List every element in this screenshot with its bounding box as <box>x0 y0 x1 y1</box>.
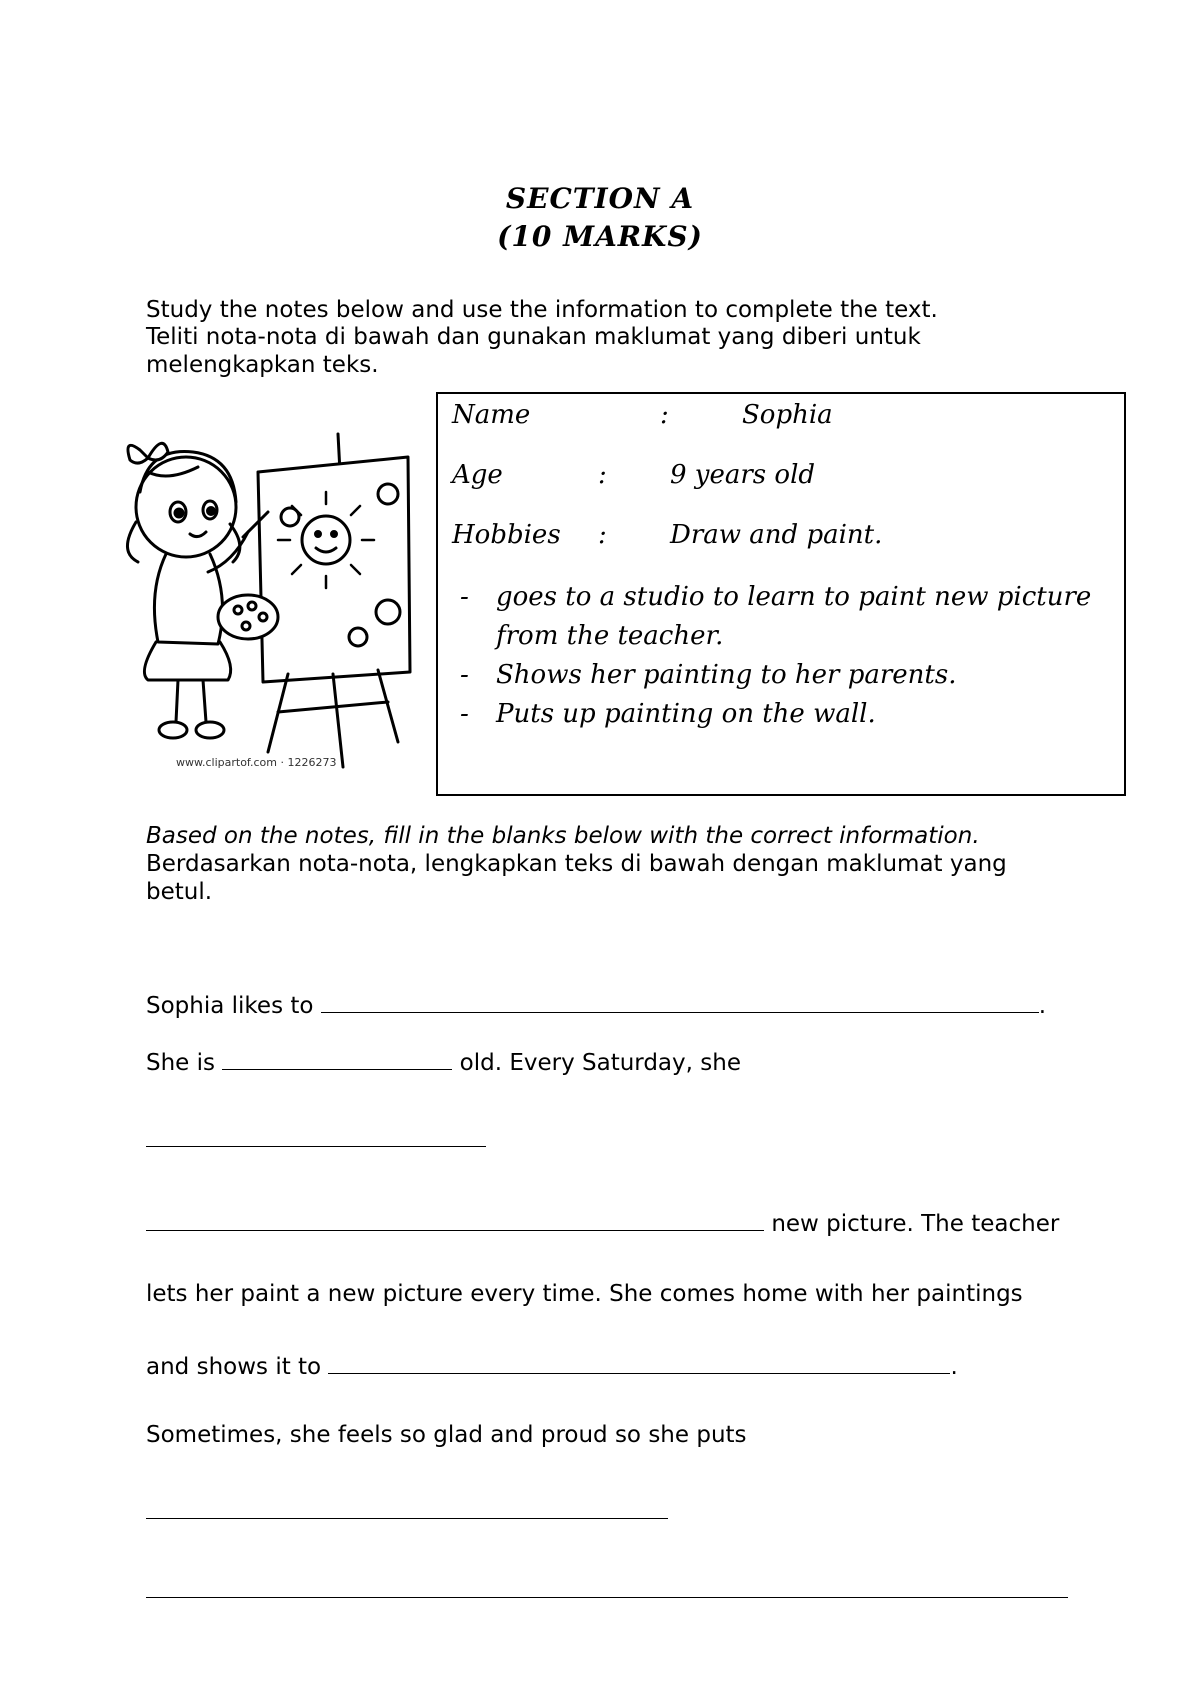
blank-hobby[interactable] <box>321 990 1039 1013</box>
age-label: Age <box>452 460 503 490</box>
name-value: Sophia <box>742 400 833 430</box>
hobbies-colon: : <box>598 520 607 550</box>
notes-box <box>436 392 1126 796</box>
bullet-dash: - <box>460 699 469 729</box>
passage-line-4 <box>146 1208 1059 1237</box>
passage-line-7: Sometimes, she feels so glad and proud so she puts <box>146 1422 747 1448</box>
passage-text: . <box>950 1354 958 1380</box>
blank-activity-part1[interactable] <box>146 1124 486 1147</box>
passage-text: Sophia likes to <box>146 993 314 1019</box>
passage-line-5: lets her paint a new picture every time. She comes home with her paintings <box>146 1281 1023 1307</box>
passage-text: and shows it to <box>146 1354 322 1380</box>
passage-text: She is <box>146 1050 216 1076</box>
bullet-text: Shows her painting to her parents. <box>496 660 957 690</box>
passage-line-6 <box>146 1351 958 1380</box>
passage-text: old. Every Saturday, she <box>459 1050 741 1076</box>
section-title: SECTION A <box>505 182 695 215</box>
age-colon: : <box>598 460 607 490</box>
blank-age[interactable] <box>222 1047 452 1070</box>
task-malay-line1: Berdasarkan nota-nota, lengkapkan teks di bawah dengan maklumat yang <box>146 851 1007 877</box>
task-english: Based on the notes, fill in the blanks below with the correct information. <box>146 823 980 849</box>
hobbies-label: Hobbies <box>452 520 561 550</box>
bullet-dash: - <box>460 582 469 612</box>
name-label: Name <box>452 400 531 430</box>
blank-action-part1[interactable] <box>146 1496 668 1519</box>
bullet-text: Puts up painting on the wall. <box>496 699 876 729</box>
passage-line-8 <box>146 1496 668 1525</box>
passage-line-9 <box>146 1575 1068 1604</box>
girl-painting-at-easel-icon <box>118 412 418 782</box>
passage-text: new picture. The teacher <box>771 1211 1060 1237</box>
illustration-caption: www.clipartof.com · 1226273 <box>176 756 337 769</box>
name-colon: : <box>660 400 669 430</box>
passage-text: . <box>1038 993 1047 1019</box>
blank-activity-part2[interactable] <box>146 1208 764 1231</box>
age-value: 9 years old <box>670 460 816 490</box>
passage-line-2 <box>146 1047 741 1076</box>
instructions-english: Study the notes below and use the information to complete the text. <box>146 297 938 323</box>
bullet-text: goes to a studio to learn to paint new picture from the teacher. <box>496 582 1092 651</box>
passage-line-1 <box>146 990 1046 1019</box>
passage-line-3 <box>146 1124 486 1153</box>
instructions-malay-line1: Teliti nota-nota di bawah dan gunakan maklumat yang diberi untuk <box>146 324 921 350</box>
blank-who[interactable] <box>328 1351 950 1374</box>
instructions-malay-line2: melengkapkan teks. <box>146 352 379 378</box>
section-marks: (10 MARKS) <box>497 220 703 253</box>
hobbies-value: Draw and paint. <box>670 520 883 550</box>
blank-action-part2[interactable] <box>146 1575 1068 1598</box>
bullet-dash: - <box>460 660 469 690</box>
task-malay-line2: betul. <box>146 879 213 905</box>
